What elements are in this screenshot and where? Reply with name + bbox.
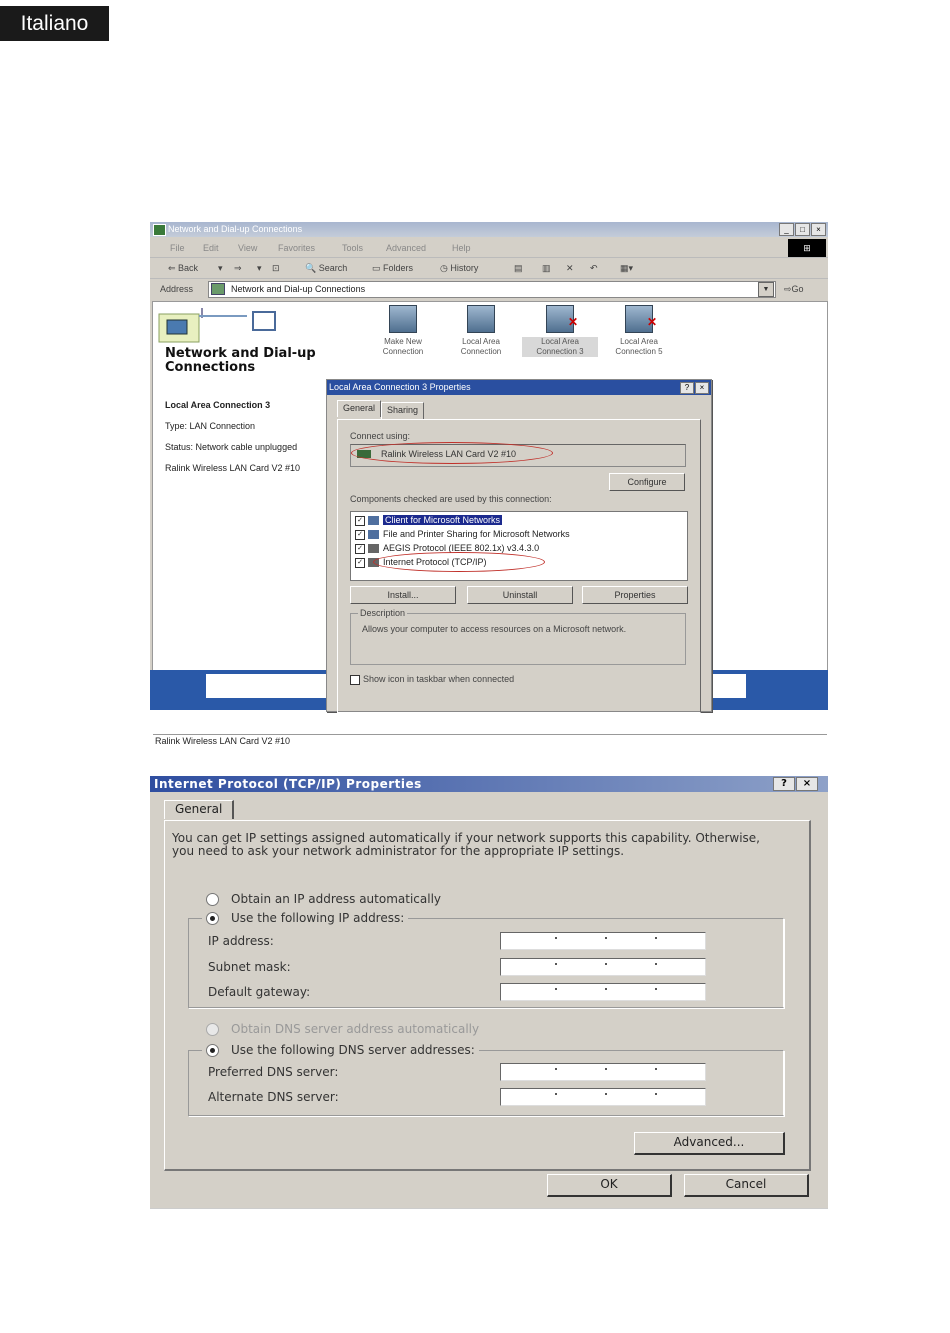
address-bar — [150, 279, 828, 299]
make-new-connection-icon — [389, 305, 417, 333]
preferred-dns-label: Preferred DNS server: — [208, 1065, 339, 1079]
undo-icon[interactable]: ↶ — [590, 263, 598, 273]
radio-selected[interactable] — [206, 1044, 219, 1057]
menu-tools[interactable]: Tools — [342, 243, 364, 253]
ok-button[interactable]: OK — [547, 1174, 672, 1197]
default-gateway-label: Default gateway: — [208, 985, 311, 999]
radio-disabled — [206, 1023, 219, 1036]
uninstall-button[interactable]: Uninstall — [467, 586, 573, 604]
dialog-close-button[interactable]: × — [695, 382, 709, 394]
list-item[interactable]: ✓ Client for Microsoft Networks — [355, 514, 502, 526]
menu-favorites[interactable]: Favorites — [278, 243, 316, 253]
disconnected-x-icon: ✕ — [646, 315, 657, 329]
language-tab: Italiano — [0, 6, 109, 41]
connection-type: Type: LAN Connection — [165, 421, 256, 431]
status-bar: Ralink Wireless LAN Card V2 #10 — [153, 734, 827, 748]
components-list — [350, 511, 688, 581]
menu-advanced[interactable]: Advanced — [386, 243, 427, 253]
properties-button[interactable]: Properties — [582, 586, 688, 604]
adapter-name: Ralink Wireless LAN Card V2 #10 — [381, 449, 517, 459]
service-icon — [368, 530, 379, 539]
protocol-icon — [368, 544, 379, 553]
highlight-ellipse — [351, 442, 553, 464]
lan-properties-dialog — [326, 379, 712, 712]
local-area-connection-5-item[interactable]: ✕ Local Area Connection 5 — [601, 305, 677, 357]
address-dropdown-icon[interactable]: ▼ — [758, 282, 774, 297]
search-icon: 🔍 — [305, 263, 317, 273]
tcpip-properties-screenshot — [150, 776, 828, 1209]
install-button[interactable]: Install... — [350, 586, 456, 604]
disconnected-x-icon: ✕ — [567, 315, 578, 329]
configure-button[interactable]: Configure — [609, 473, 685, 491]
dialog-titlebar — [327, 380, 711, 395]
show-icon-option[interactable]: Show icon in taskbar when connected — [350, 674, 514, 685]
lan-connection-icon — [467, 305, 495, 333]
local-area-connection-3-item[interactable]: ✕ Local Area Connection 3 — [522, 305, 598, 357]
window-titlebar — [150, 222, 828, 237]
ip-address-label: IP address: — [208, 934, 274, 948]
folder-title: Network and Dial-up Connections — [165, 346, 316, 375]
alternate-dns-label: Alternate DNS server: — [208, 1090, 339, 1104]
forward-dropdown-icon[interactable]: ▾ — [257, 263, 262, 273]
description-text: Allows your computer to access resources on a Microsoft network. — [362, 624, 627, 634]
tab-sharing[interactable]: Sharing — [381, 402, 424, 419]
folders-icon: ▭ — [372, 263, 381, 273]
search-button[interactable]: 🔍 Search — [305, 263, 348, 273]
views-icon[interactable]: ▦▾ — [620, 263, 634, 273]
dialog-title: Local Area Connection 3 Properties — [329, 382, 471, 392]
dialog-titlebar — [150, 776, 828, 792]
alternate-dns-field[interactable] — [500, 1088, 706, 1106]
menu-file[interactable]: File — [170, 243, 185, 253]
obtain-ip-option[interactable]: Obtain an IP address automatically — [206, 892, 441, 906]
dialog-title: Internet Protocol (TCP/IP) Properties — [154, 777, 422, 791]
checkbox-checked[interactable]: ✓ — [355, 544, 365, 554]
help-button[interactable]: ? — [680, 382, 694, 394]
close-button[interactable]: × — [796, 777, 818, 791]
help-button[interactable]: ? — [773, 777, 795, 791]
dialog-tabs — [337, 402, 424, 419]
checkbox-checked[interactable]: ✓ — [355, 530, 365, 540]
window-title: Network and Dial-up Connections — [168, 224, 303, 234]
cancel-button[interactable]: Cancel — [684, 1174, 809, 1197]
client-icon — [368, 516, 379, 525]
checkbox-unchecked[interactable] — [350, 675, 360, 685]
list-item[interactable]: ✓ File and Printer Sharing for Microsoft Networks — [355, 528, 570, 540]
list-item[interactable]: ✓ Internet Protocol (TCP/IP) — [355, 556, 487, 568]
tab-general[interactable]: General — [337, 400, 381, 417]
windows-logo-icon: ⊞ — [788, 239, 826, 257]
use-dns-option[interactable]: Use the following DNS server addresses: — [202, 1043, 479, 1057]
description-label: Description — [360, 608, 406, 618]
components-label: Components checked are used by this connection: — [350, 494, 552, 504]
menu-help[interactable]: Help — [452, 243, 471, 253]
forward-button[interactable]: ⇒ — [234, 263, 242, 273]
advanced-button[interactable]: Advanced... — [634, 1132, 785, 1155]
connection-status: Status: Network cable unplugged — [165, 442, 298, 452]
connection-device: Ralink Wireless LAN Card V2 #10 — [165, 463, 301, 473]
local-area-connection-item[interactable]: Local Area Connection — [443, 305, 519, 357]
checkbox-checked[interactable]: ✓ — [355, 558, 365, 568]
dialog-controls — [773, 777, 818, 791]
menu-view[interactable]: View — [238, 243, 258, 253]
go-button[interactable]: ⇨Go — [784, 284, 804, 294]
tab-general[interactable]: General — [164, 800, 234, 819]
selection-details — [165, 395, 327, 479]
toolbar — [150, 258, 828, 279]
menu-bar — [150, 238, 828, 258]
default-gateway-field[interactable] — [500, 983, 706, 1001]
dns-group — [188, 1050, 784, 1116]
highlight-ellipse — [373, 552, 545, 572]
history-icon: ◷ — [440, 263, 448, 273]
up-folder-icon[interactable]: ⊡ — [272, 263, 280, 273]
radio-selected[interactable] — [206, 912, 219, 925]
history-button[interactable]: ◷ History — [440, 263, 479, 273]
delete-icon[interactable]: ✕ — [566, 263, 574, 273]
folders-button[interactable]: ▭ Folders — [372, 263, 414, 273]
dialog-tabs — [164, 800, 234, 819]
minimize-button[interactable]: _ — [779, 223, 794, 236]
address-field[interactable]: Network and Dial-up Connections — [208, 281, 776, 298]
move-to-icon[interactable]: ▤ — [514, 263, 523, 273]
description-group — [350, 613, 686, 665]
maximize-button[interactable]: □ — [795, 223, 810, 236]
folder-network-icon — [153, 224, 166, 236]
network-connections-screenshot — [150, 222, 828, 746]
back-dropdown-icon[interactable]: ▾ — [218, 263, 223, 273]
subnet-mask-label: Subnet mask: — [208, 960, 291, 974]
copy-to-icon[interactable]: ▥ — [542, 263, 551, 273]
address-label: Address — [160, 284, 194, 294]
back-button[interactable]: ⇐ Back — [168, 263, 199, 273]
window-controls — [779, 223, 826, 236]
make-new-connection-item[interactable]: Make New Connection — [365, 305, 441, 357]
radio-unselected[interactable] — [206, 893, 219, 906]
list-item[interactable]: ✓ AEGIS Protocol (IEEE 802.1x) v3.4.3.0 — [355, 542, 539, 554]
dialog-controls — [680, 382, 709, 394]
preferred-dns-field[interactable] — [500, 1063, 706, 1081]
menu-edit[interactable]: Edit — [203, 243, 219, 253]
close-button[interactable]: × — [811, 223, 826, 236]
use-ip-option[interactable]: Use the following IP address: — [202, 911, 408, 925]
subnet-mask-field[interactable] — [500, 958, 706, 976]
ip-address-field[interactable] — [500, 932, 706, 950]
connect-using-label: Connect using: — [350, 431, 411, 441]
checkbox-checked[interactable]: ✓ — [355, 516, 365, 526]
network-folder-icon — [211, 283, 225, 295]
obtain-dns-option[interactable]: Obtain DNS server address automatically — [206, 1022, 479, 1036]
intro-text: You can get IP settings assigned automatically if your network supports this capability. Otherwise, you need to ask your network administrator for the appropriate IP settings. — [172, 831, 760, 858]
network-banner-art — [155, 304, 285, 344]
selected-connection-name: Local Area Connection 3 — [165, 400, 271, 410]
